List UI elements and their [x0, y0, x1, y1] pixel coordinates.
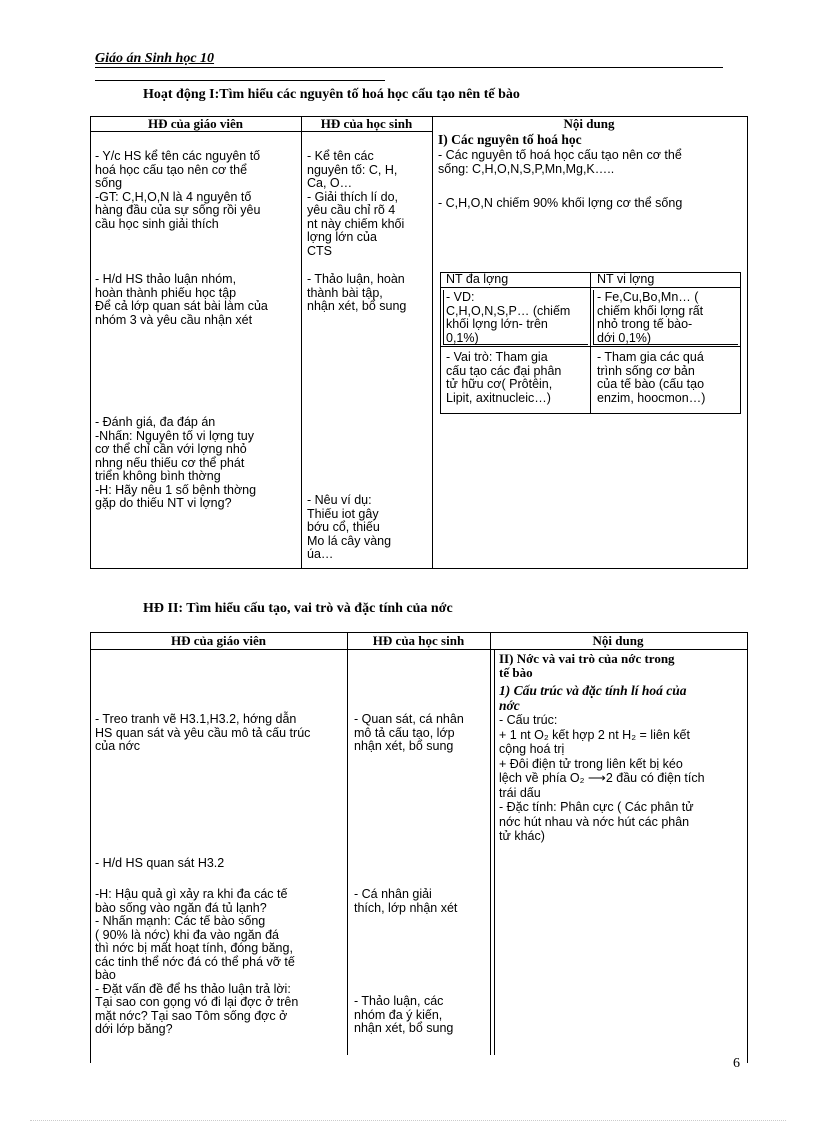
header-rule [95, 67, 723, 68]
section2-col-divider-2 [490, 632, 491, 1055]
section2-hs-block-2: - Cá nhân giải thích, lớp nhận xét [354, 887, 458, 915]
inner-header-micro: NT vi lợng [597, 272, 655, 286]
inner-row-rule [440, 346, 740, 347]
section2-nd-heading: II) Nớc và vai trò của nớc trong tế bào [499, 651, 675, 680]
section2-col-divider-2b [494, 650, 495, 1055]
section2-gv-block-2: - H/d HS quan sát H3.2 [95, 856, 225, 870]
section1-nd-p2: - C,H,O,N chiếm 90% khối lợng cơ thể sống [438, 196, 683, 210]
inner-micro-role: - Tham gia các quá trình sống cơ bản của tế bào (cấu tạo enzim, hoocmon…) [597, 350, 706, 405]
section1-header-gv: HĐ của giáo viên [148, 116, 243, 131]
section2-hs-block-1: - Quan sát, cá nhân mô tả cấu tạo, lớp nhận xét, bổ sung [354, 712, 464, 753]
section1-hs-block-1: - Kể tên các nguyên tố: C, H, Ca, O… - Giải thích lí do, yêu cầu chỉ rõ 4 nt này chiếm khối lợng lớn của CTS [307, 149, 405, 258]
inner-cell-inset-1 [443, 290, 444, 344]
page-bottom-rule [30, 1120, 786, 1121]
section2-nd-body: - Cấu trúc: + 1 nt O₂ kết hợp 2 nt H₂ = liên kết cộng hoá trị + Đôi điện tử trong liên kết bị kéo lệch về phía O₂ ⟶2 đầu có điện tích trái dấu - Đặc tính: Phân cực ( Các phân tử nớc hút nhau và nớc hút các phân tử khác) [499, 713, 705, 843]
inner-header-rule [440, 287, 740, 288]
section1-col-divider-1 [301, 116, 302, 568]
section1-header-rule [90, 131, 432, 132]
page-header-title: Giáo án Sinh học 10 [95, 51, 215, 66]
inner-cell-inset-2 [593, 290, 594, 344]
section1-header-nd: Nội dung [563, 116, 615, 131]
section1-gv-block-3: - Đánh giá, đa đáp án -Nhấn: Nguyên tố vi lợng tuy cơ thể chỉ cần với lợng nhỏ nhng nếu thiếu cơ thể phát triển không bình thờng -H: Hãy nêu 1 số bệnh thờng gặp do thiếu NT vi lợng? [95, 415, 257, 510]
section2-gv-block-1: - Treo tranh vẽ H3.1,H3.2, hớng dẫn HS quan sát và yêu cầu mô tả cấu trúc của nớc [95, 712, 311, 753]
inner-macro-role: - Vai trò: Tham gia cấu tạo các đại phân tử hữu cơ( Prôtêin, Lipit, axitnucleic…) [446, 350, 562, 405]
section1-nd-p1: - Các nguyên tố hoá học cấu tạo nên cơ thể sống: C,H,O,N,S,P,Mn,Mg,K….. [438, 148, 682, 176]
section1-col-divider-2 [432, 116, 433, 568]
section2-header-hs: HĐ của học sinh [372, 633, 465, 648]
inner-micro-example: - Fe,Cu,Bo,Mn… ( chiếm khối lợng rất nhỏ trong tế bào- dới 0,1%) [597, 290, 704, 345]
inner-header-macro: NT đa lợng [446, 272, 509, 286]
section2-header-rule [90, 649, 747, 650]
page-number: 6 [733, 1056, 740, 1071]
section2-hs-block-3: - Thảo luận, các nhóm đa ý kiến, nhận xét, bổ sung [354, 994, 454, 1035]
section1-gv-block-1: - Y/c HS kể tên các nguyên tố hoá học cấu tạo nên cơ thể sống -GT: C,H,O,N là 4 nguyên tố hàng đầu của sự sống rồi yêu cầu học sinh giải thích [95, 149, 261, 231]
section1-hs-block-3: - Nêu ví dụ: Thiếu iot gây bớu cổ, thiếu Mo lá cây vàng úa… [307, 493, 392, 561]
section2-col-divider-1 [347, 632, 348, 1055]
section2-header-nd: Nội dung [592, 633, 644, 648]
section1-nd-heading: I) Các nguyên tố hoá học [438, 132, 582, 147]
section1-gv-block-2: - H/d HS thảo luận nhóm, hoàn thành phiếu học tập Để cả lớp quan sát bài làm của nhóm 3 và yêu cầu nhận xét [95, 272, 268, 327]
section1-title: Hoạt động I:Tìm hiểu các nguyên tố hoá học cấu tạo nên tế bào [143, 87, 520, 102]
section2-gv-block-3: -H: Hậu quả gì xảy ra khi đa các tế bào sống vào ngăn đá tủ lạnh? - Nhấn mạnh: Các tế bào sống ( 90% là nớc) khi đa vào ngăn đá thì nớc bị mất hoạt tính, đóng băng, các tinh thể nớc đá có thể phá vỡ tế bào - Đặt vấn đề để hs thảo luận trả lời: Tại sao con gọng vó đi lại đợc ở trên mặt nớc? Tại sao Tôm sống đợc ở dới lớp băng? [95, 887, 299, 1036]
inner-macro-example: - VD: C,H,O,N,S,P… (chiếm khối lợng lớn- trên 0,1%) [446, 290, 571, 345]
section1-header-hs: HĐ của học sinh [320, 116, 413, 131]
section2-header-gv: HĐ của giáo viên [171, 633, 266, 648]
section2-nd-subheading: 1) Cấu trúc và đặc tính lí hoá của nớc [499, 683, 687, 713]
header-rule-short [95, 80, 385, 81]
section1-hs-block-2: - Thảo luận, hoàn thành bài tập, nhận xét, bổ sung [307, 272, 407, 313]
inner-col-divider [590, 272, 591, 413]
section2-title: HĐ II: Tìm hiểu cấu tạo, vai trò và đặc tính của nớc [143, 601, 453, 616]
